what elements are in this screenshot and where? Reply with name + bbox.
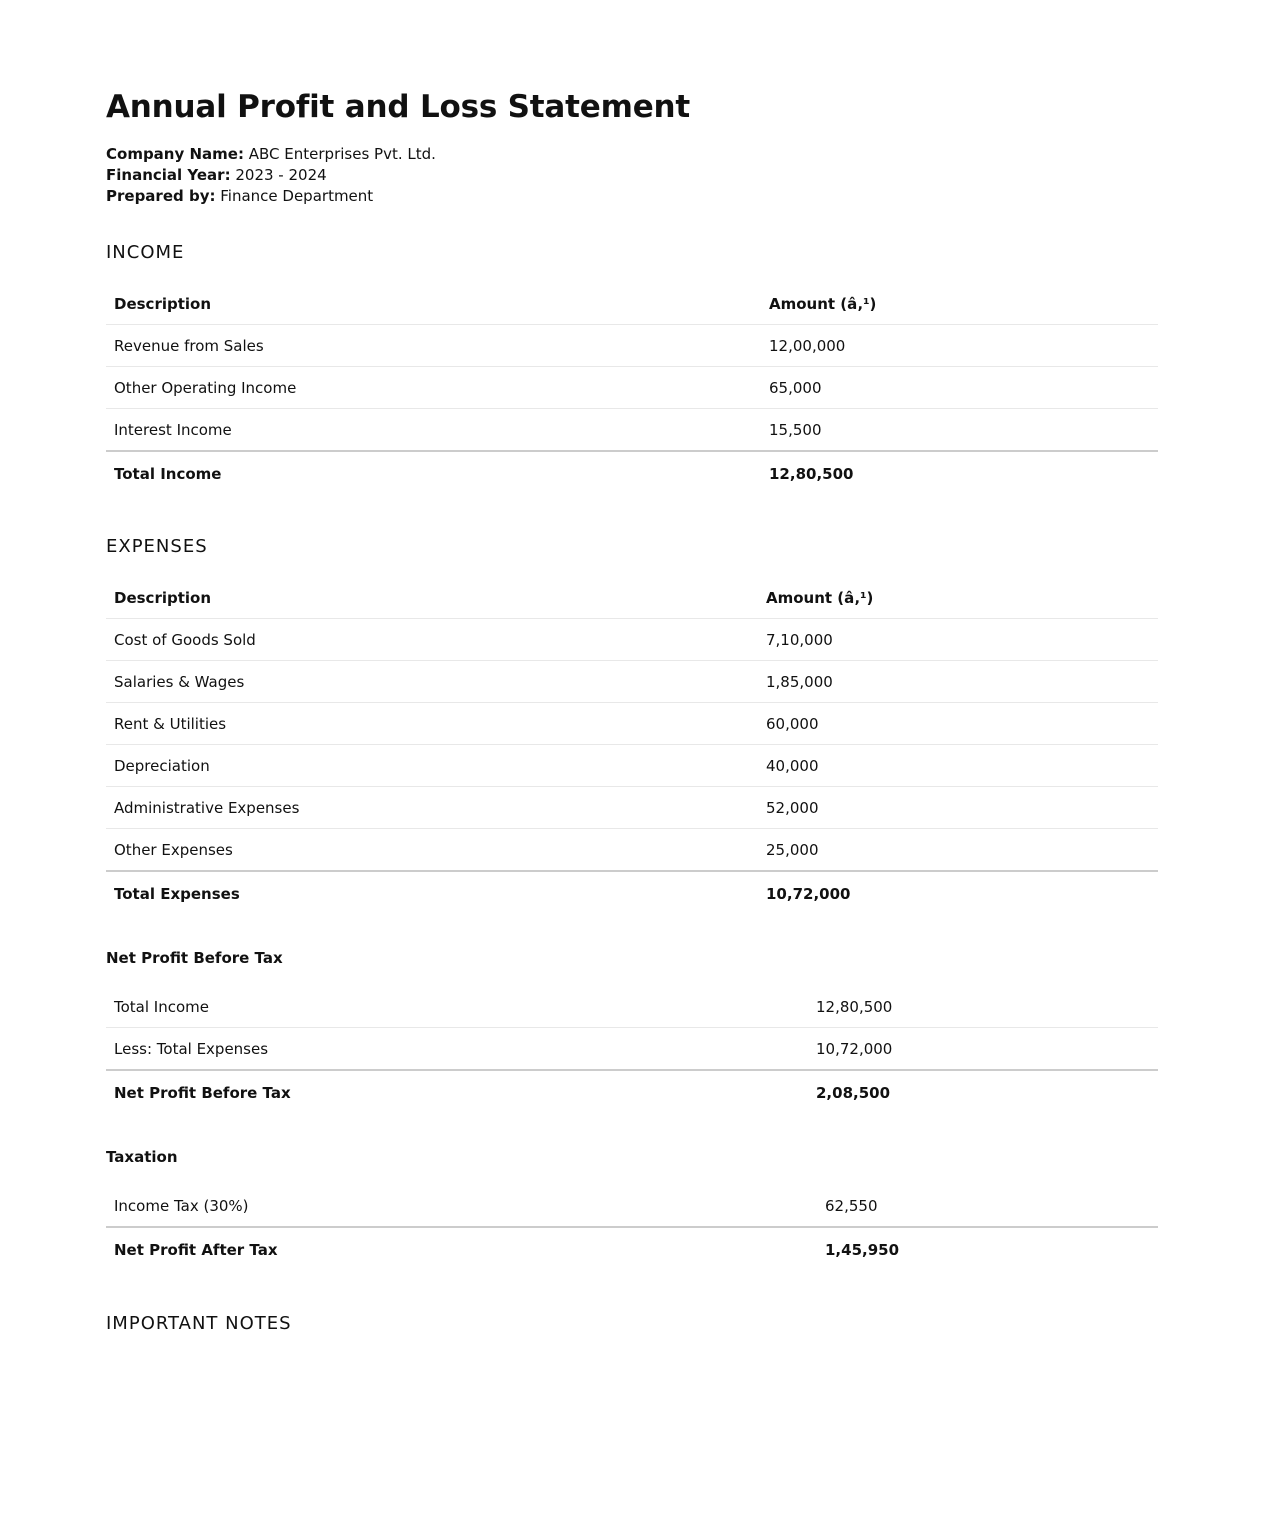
row-amount: 1,85,000	[758, 661, 1158, 703]
total-row	[106, 451, 1158, 495]
table-row	[106, 1028, 1158, 1071]
total-label: Net Profit Before Tax	[106, 1070, 808, 1114]
row-description: Depreciation	[106, 745, 758, 787]
table-row	[106, 703, 1158, 745]
row-description: Less: Total Expenses	[106, 1028, 808, 1071]
row-amount: 7,10,000	[758, 619, 1158, 661]
row-description: Cost of Goods Sold	[106, 619, 758, 661]
row-amount: 62,550	[825, 1196, 878, 1215]
year-value: 2023 - 2024	[235, 166, 327, 184]
row-description: Salaries & Wages	[106, 661, 758, 703]
expenses-table	[106, 577, 1158, 915]
table-row	[106, 1185, 1158, 1227]
prepared-label: Prepared by:	[106, 187, 216, 205]
table-row	[106, 325, 1158, 367]
notes-heading: IMPORTANT NOTES	[106, 1313, 292, 1334]
total-row	[106, 1227, 1158, 1271]
table-row	[106, 409, 1158, 452]
row-amount: 12,80,500	[816, 997, 893, 1016]
company-line	[106, 144, 1158, 165]
row-description: Administrative Expenses	[106, 787, 758, 829]
year-label: Financial Year:	[106, 166, 231, 184]
total-value: 2,08,500	[808, 1070, 1158, 1114]
npbt-table	[106, 986, 1158, 1114]
prepared-line	[106, 186, 1158, 207]
row-amount: 10,72,000	[808, 1028, 1158, 1071]
table-header-row	[106, 283, 1158, 325]
company-label: Company Name:	[106, 145, 244, 163]
table-row	[106, 619, 1158, 661]
table-row	[106, 367, 1158, 409]
table-row	[106, 745, 1158, 787]
table-row	[106, 986, 1158, 1028]
total-label: Total Income	[106, 451, 761, 495]
table-header-row	[106, 577, 1158, 619]
row-description: Total Income	[114, 997, 209, 1016]
taxation-table	[106, 1185, 1158, 1271]
row-description: Revenue from Sales	[106, 325, 761, 367]
column-header-amount: Amount (â‚¹)	[766, 588, 874, 607]
row-amount: 40,000	[758, 745, 1158, 787]
row-description: Rent & Utilities	[106, 703, 758, 745]
total-value: 12,80,500	[761, 451, 1158, 495]
row-description: Income Tax (30%)	[114, 1196, 249, 1215]
row-description: Other Operating Income	[106, 367, 761, 409]
column-header-amount: Amount (â‚¹)	[769, 294, 877, 313]
company-value: ABC Enterprises Pvt. Ltd.	[248, 145, 436, 163]
row-amount: 65,000	[761, 367, 1158, 409]
total-value: 10,72,000	[758, 871, 1158, 915]
total-value: 1,45,950	[817, 1227, 1158, 1271]
page-title: Annual Profit and Loss Statement	[106, 89, 691, 125]
income-table	[106, 283, 1158, 495]
npbt-heading: Net Profit Before Tax	[106, 949, 283, 967]
row-amount: 60,000	[758, 703, 1158, 745]
column-header-description: Description	[114, 294, 212, 313]
row-amount: 15,500	[761, 409, 1158, 452]
row-description: Other Expenses	[106, 829, 758, 872]
row-amount: 12,00,000	[761, 325, 1158, 367]
row-description: Interest Income	[106, 409, 761, 452]
total-label: Total Expenses	[106, 871, 758, 915]
row-amount: 25,000	[758, 829, 1158, 872]
income-heading: INCOME	[106, 242, 185, 263]
expenses-heading: EXPENSES	[106, 536, 208, 557]
total-row	[106, 871, 1158, 915]
total-row	[106, 1070, 1158, 1114]
statement-meta	[106, 144, 1158, 207]
prepared-value: Finance Department	[220, 187, 374, 205]
table-row	[106, 787, 1158, 829]
table-row	[106, 829, 1158, 872]
total-label: Net Profit After Tax	[106, 1227, 817, 1271]
table-row	[106, 661, 1158, 703]
column-header-description: Description	[114, 588, 212, 607]
row-amount: 52,000	[758, 787, 1158, 829]
year-line	[106, 165, 1158, 186]
taxation-heading: Taxation	[106, 1148, 178, 1166]
